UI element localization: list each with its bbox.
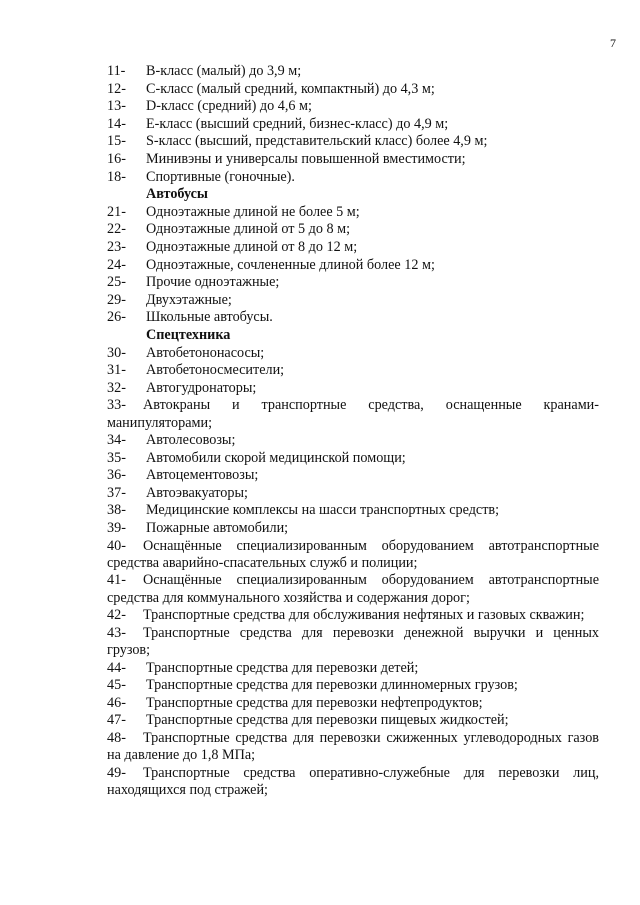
list-item: 11- B-класс (малый) до 3,9 м; [107, 63, 302, 79]
special-equipment-list [107, 345, 599, 398]
list-item: 24- Одноэтажные, сочлененные длиной более 12 м; [107, 256, 435, 273]
list-item: 31- Автобетоносмесители; [107, 362, 285, 379]
list-item: 35- Автомобили скорой медицинской помощи; [107, 449, 406, 466]
list-item: 44- Транспортные средства для перевозки детей; [107, 659, 419, 676]
list-item: 41- Оснащённые специализированным оборудованием автотранспортные средства для коммунального хозяйства и содержания дорог; [107, 572, 599, 606]
section-heading-buses: Автобусы [146, 186, 209, 203]
list-item: 15- S-класс (высший, представительский класс) более 4,9 м; [107, 133, 488, 150]
list-item: 46- Транспортные средства для перевозки нефтепродуктов; [107, 694, 483, 711]
list-item: 14- E-класс (высший средний, бизнес-класс) до 4,9 м; [107, 115, 449, 132]
bus-list [107, 204, 599, 327]
list-item: 33- Автокраны и транспортные средства, оснащенные кранами-манипуляторами; [107, 397, 599, 431]
list-item: 12- C-класс (малый средний, компактный) до 4,3 м; [107, 80, 435, 97]
list-item: 18- Спортивные (гоночные). [107, 168, 295, 185]
list-item: 13- D-класс (средний) до 4,6 м; [107, 98, 312, 115]
list-item: 42- Транспортные средства для обслуживания нефтяных и газовых скважин; [107, 607, 585, 624]
list-item: 45- Транспортные средства для перевозки длинномерных грузов; [107, 677, 518, 694]
list-item: 39- Пожарные автомобили; [107, 520, 289, 537]
document-body [107, 63, 599, 800]
list-item: 49- Транспортные средства оперативно-служебные для перевозки лиц, находящихся под стражей; [107, 764, 599, 799]
list-item: 47- Транспортные средства для перевозки пищевых жидкостей; [107, 712, 509, 729]
list-item: 43- Транспортные средства для перевозки денежной выручки и ценных грузов; [107, 624, 599, 659]
list-item: 25- Прочие одноэтажные; [107, 274, 280, 291]
list-item: 34- Автолесовозы; [107, 432, 236, 449]
list-item: 26- Школьные автобусы. [107, 309, 273, 326]
list-item: 36- Автоцементовозы; [107, 467, 259, 484]
list-item: 21- Одноэтажные длиной не более 5 м; [107, 203, 360, 220]
list-item: 32- Автогудронаторы; [107, 379, 257, 396]
section-heading-special-equipment: Спецтехника [146, 326, 231, 343]
list-item: 40- Оснащённые специализированным оборудованием автотранспортные средства аварийно-спасательных служб и полиции; [107, 537, 599, 572]
car-class-list [107, 63, 599, 186]
page-number: 7 [610, 36, 616, 50]
list-item: 22- Одноэтажные длиной от 5 до 8 м; [107, 221, 351, 238]
list-item: 30- Автобетононасосы; [107, 344, 265, 361]
list-item: 48- Транспортные средства для перевозки сжиженных углеводородных газов на давление до 1,8 МПа; [107, 729, 599, 764]
list-item: 38- Медицинские комплексы на шасси транспортных средств; [107, 502, 500, 519]
list-item: 37- Автоэвакуаторы; [107, 484, 248, 501]
list-item: 16- Минивэны и универсалы повышенной вместимости; [107, 150, 466, 167]
special-equipment-list-continued [107, 397, 599, 799]
list-item: 23- Одноэтажные длиной от 8 до 12 м; [107, 238, 358, 255]
list-item: 29- Двухэтажные; [107, 291, 232, 308]
